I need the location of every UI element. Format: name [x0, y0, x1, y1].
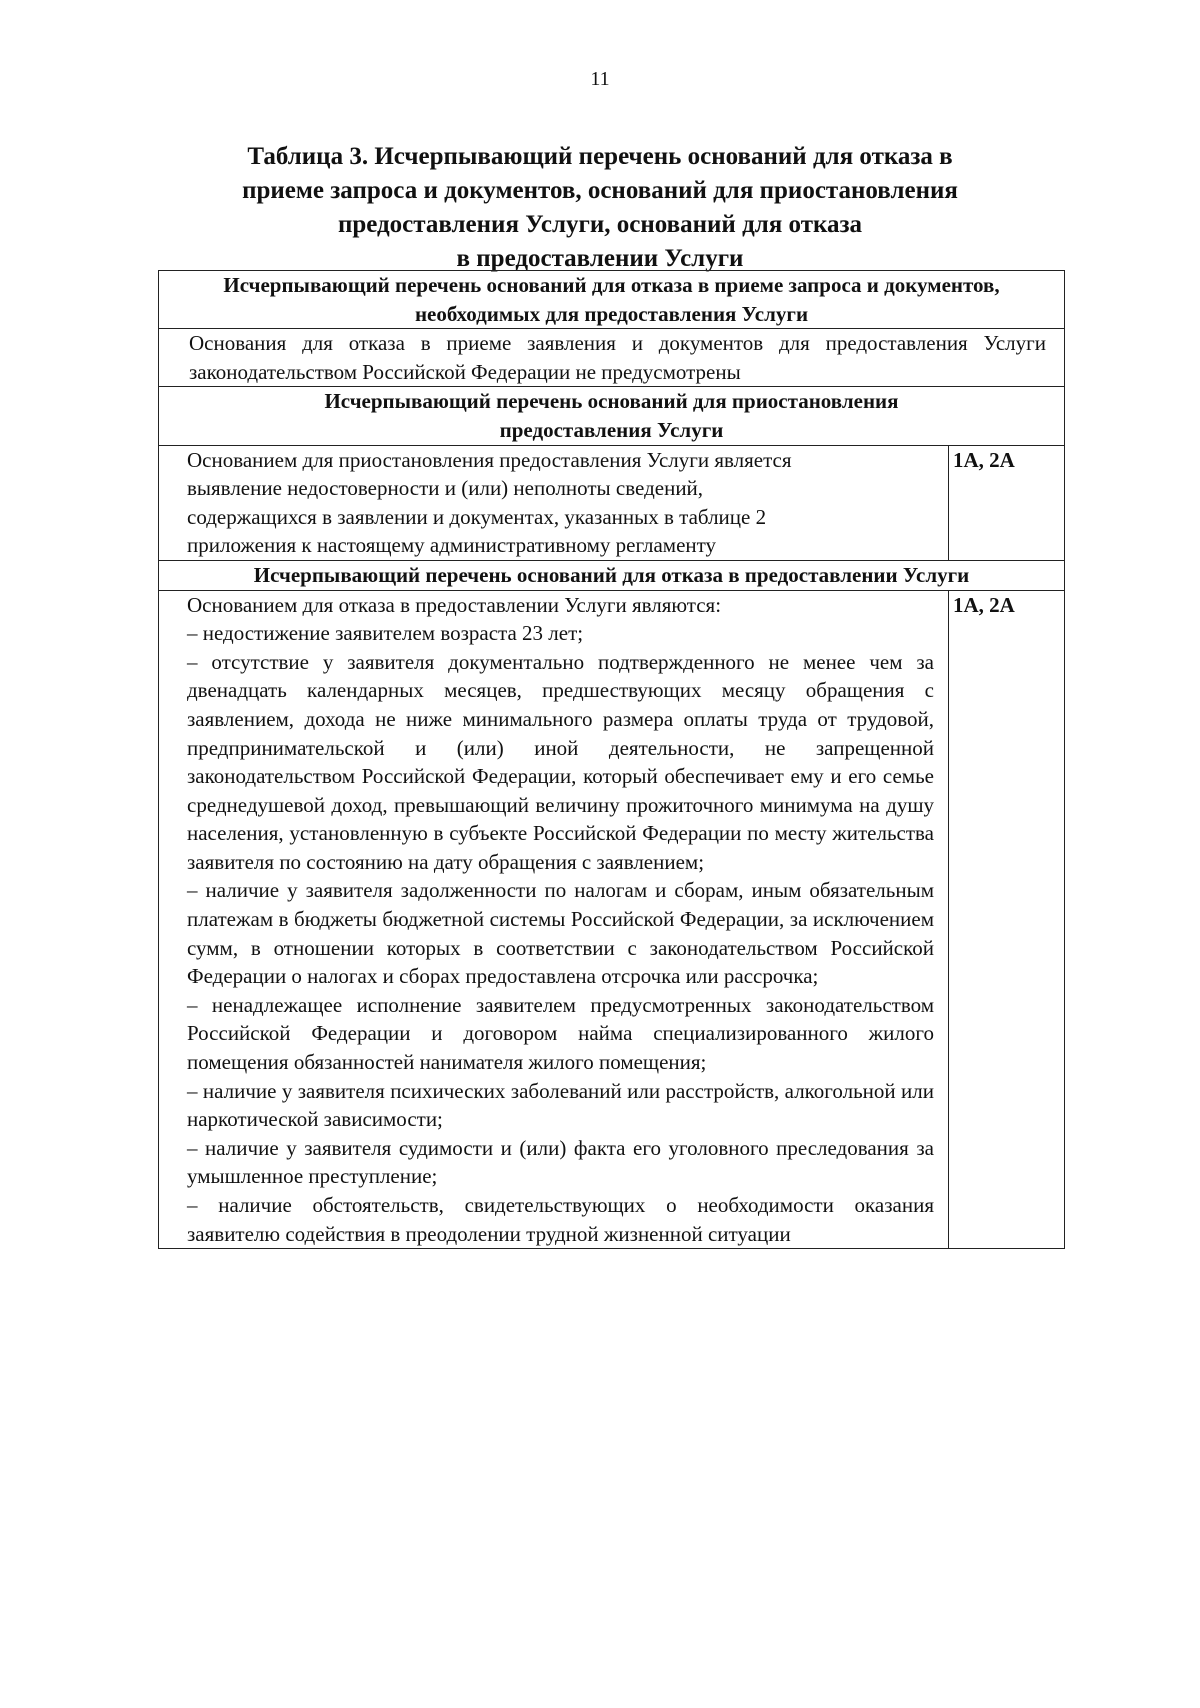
section-text-suspension: [159, 445, 949, 560]
table-row: [159, 560, 1065, 590]
section-header-refusal-service: Исчерпывающий перечень оснований для отказа в предоставлении Услуги: [159, 560, 1065, 590]
grounds-table: [158, 270, 1065, 1249]
list-item: – отсутствие у заявителя документально подтвержденного не менее чем за двенадцать календарных месяцев, предшествующих месяцу обращения с заявлением, дохода не ниже минимального размера оплаты труда от трудовой, предпринимательской и (или) иной деятельности, не запрещенной законодательством Российской Федерации, который обеспечивает ему и его семье среднедушевой доход, превышающий величину прожиточного минимума на душу населения, установленную в субъекте Российской Федерации по месту жительства заявителя по состоянию на дату обращения с заявлением;: [187, 649, 934, 874]
list-item: – ненадлежащее исполнение заявителем предусмотренных законодательством Российской Федерации и договором найма специализированного жилого помещения обязанностей нанимателя жилого помещения;: [187, 992, 934, 1075]
table-row: [159, 590, 1065, 1249]
list-item: – недостижение заявителем возраста 23 лет;: [187, 621, 584, 646]
title-line: приеме запроса и документов, оснований для приостановления: [242, 177, 958, 204]
page-number: 11: [590, 68, 610, 90]
table-row: [159, 271, 1065, 329]
list-item: – наличие у заявителя судимости и (или) факта его уголовного преследования за умышленное преступление;: [187, 1135, 934, 1189]
section-header-refusal-reception: Исчерпывающий перечень оснований для отказа в приеме запроса и документов, необходимых для предоставления Услуги: [159, 271, 1065, 329]
table-row: [159, 329, 1065, 387]
title-line: в предоставлении Услуги: [456, 245, 744, 272]
section-text-refusal-reception: Основания для отказа в приеме заявления и документов для предоставления Услуги законодательством Российской Федерации не предусмотрены: [159, 329, 1065, 387]
table-title: [160, 140, 1040, 276]
list-item: – наличие обстоятельств, свидетельствующих о необходимости оказания заявителю содействия в преодолении трудной жизненной ситуации: [187, 1193, 934, 1246]
text-line: содержащихся в заявлении и документах, указанных в таблице 2: [187, 504, 767, 529]
text-line: Основанием для приостановления предоставления Услуги является: [187, 447, 792, 472]
list-item: – наличие у заявителя задолженности по налогам и сборам, иным обязательным платежам в бюджеты бюджетной системы Российской Федерации, за исключением сумм, в отношении которых в соответствии с законодательством Российской Федерации о налогах и сборах предоставлена отсрочка или рассрочка;: [187, 878, 934, 989]
intro-text: Основанием для отказа в предоставлении Услуги являются:: [187, 592, 722, 617]
text-line: выявление недостоверности и (или) неполноты сведений,: [187, 476, 704, 501]
title-line: Таблица 3. Исчерпывающий перечень оснований для отказа в: [247, 143, 953, 170]
section-text-refusal-service: [159, 590, 949, 1249]
code-cell: 1А, 2А: [949, 590, 1065, 1249]
list-item: – наличие у заявителя психических заболеваний или расстройств, алкогольной или наркотической зависимости;: [187, 1078, 934, 1132]
table-row: [159, 387, 1065, 445]
code-cell: 1А, 2А: [949, 445, 1065, 560]
title-line: предоставления Услуги, оснований для отказа: [337, 211, 863, 238]
text-line: приложения к настоящему административному регламенту: [187, 533, 717, 558]
table-row: [159, 445, 1065, 560]
section-header-suspension: Исчерпывающий перечень оснований для приостановления предоставления Услуги: [159, 387, 1065, 445]
